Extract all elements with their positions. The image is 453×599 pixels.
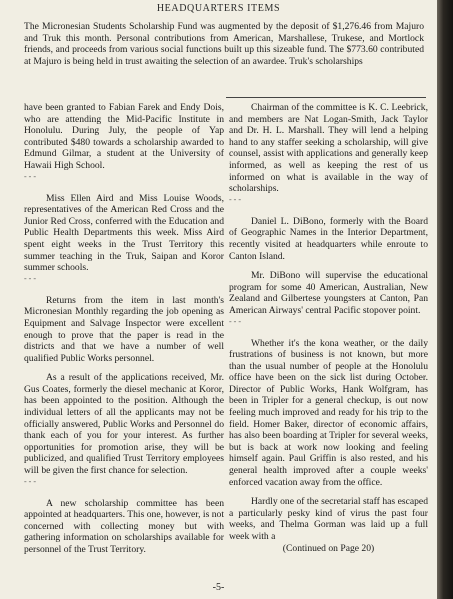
column-rule [226, 97, 426, 98]
page-number: -5- [212, 582, 225, 593]
intro-paragraph: The Micronesian Students Scholarship Fund was augmented by the deposit of $1,276.46 from Majuro and Truk this month. Personal contributions from American, Marshallese, Trukese, and Mortlock friends, and proceeds from various social functions built up this sizeable fund. The $773.60 contributed at Majuro is being held in trust awaiting the selection of an awardee. Truk's scholarships [24, 21, 424, 67]
job-opening-paragraph: Returns from the item in last month's Micronesian Monthly regarding the job opening as Equipment and Salvage Inspector were excellent enough to prove that the paper is read in the districts and that we have a number of well qualified Public Works personnel. [24, 294, 224, 364]
virus-paragraph: Hardly one of the secretarial staff has escaped a particularly pesky kind of virus the past four weeks, and Thelma Gorman was laid up a full week with a [229, 496, 428, 542]
section-separator: - - - [24, 171, 36, 181]
section-separator: - - - [24, 273, 36, 283]
section-separator: - - - [229, 194, 241, 204]
right-column [229, 102, 428, 554]
binding-edge [437, 0, 453, 599]
continued-note: (Continued on Page 20) [282, 542, 375, 554]
section-separator: - - - [229, 316, 241, 326]
appointment-paragraph: As a result of the applications received, Mr. Gus Coates, formerly the diesel mechanic at Koror, has been appointed to the position. Although the individual letters of all the applicants may not be officially answered, Public Works and Personnel do thank each of you for your interest. As further opportunities for promotion arise, they will be publicized, and qualified Trust Territory employees will be given the first chance for selection. [24, 372, 224, 477]
section-separator: - - - [24, 476, 36, 486]
yap-scholarship-paragraph: have been granted to Fabian Farek and Endy Dois, who are attending the Mid-Pacific Institute in Honolulu. During July, the people of Yap contributed $480 towards a scholarship awarded to Edmund Gilmar, a student at the University of Hawaii High School. [24, 102, 224, 171]
page-header: HEADQUARTERS ITEMS [156, 3, 281, 14]
sick-list-paragraph: Whether it's the kona weather, or the daily frustrations of business is not known, but more than the usual number of people at the Honolulu office have been on the sick list during October. Director of Public Works, Hank Wolfgram, has been in Tripler for a general checkup, is out now feeling much improved and ready for his trip to the field. Homer Baker, director of economic affairs, has also been boarding at Tripler for several weeks, but is back at work now looking and feeling himself again. Paul Griffin is also rested, and his general health improved after a couple weeks' enforced vacation away from the office. [229, 337, 428, 488]
red-cross-paragraph: Miss Ellen Aird and Miss Louise Woods, representatives of the American Red Cross and the Junior Red Cross, conferred with the Education and Public Health Departments this week. Miss Aird spent eight weeks in the Trust Territory this summer teaching in the Truk, Saipan and Koror summer schools. [24, 192, 224, 274]
dibono-program-paragraph: Mr. DiBono will supervise the educational program for some 40 American, Australian, New Zealand and Gilbertese youngsters at Canton, Pan American Airways' central Pacific stopover point. [229, 270, 428, 316]
committee-paragraph: A new scholarship committee has been appointed at headquarters. This one, however, is not concerned with collecting money but with gathering information on scholarships available for personnel of the Trust Territory. [24, 497, 224, 555]
left-column [24, 102, 224, 556]
chairman-paragraph: Chairman of the committee is K. C. Leebrick, and members are Nat Logan-Smith, Jack Taylor and Dr. H. L. Marshall. They will lend a helping hand to any staffer seeking a scholarship, will give counsel, assist with applications and generally keep informed, as well as keeping the rest of us informed on what is available in the way of scholarships. [229, 102, 428, 195]
dibono-visit-paragraph: Daniel L. DiBono, formerly with the Board of Geographic Names in the Interior Department, recently visited at headquarters while enroute to Canton Island. [229, 215, 428, 262]
